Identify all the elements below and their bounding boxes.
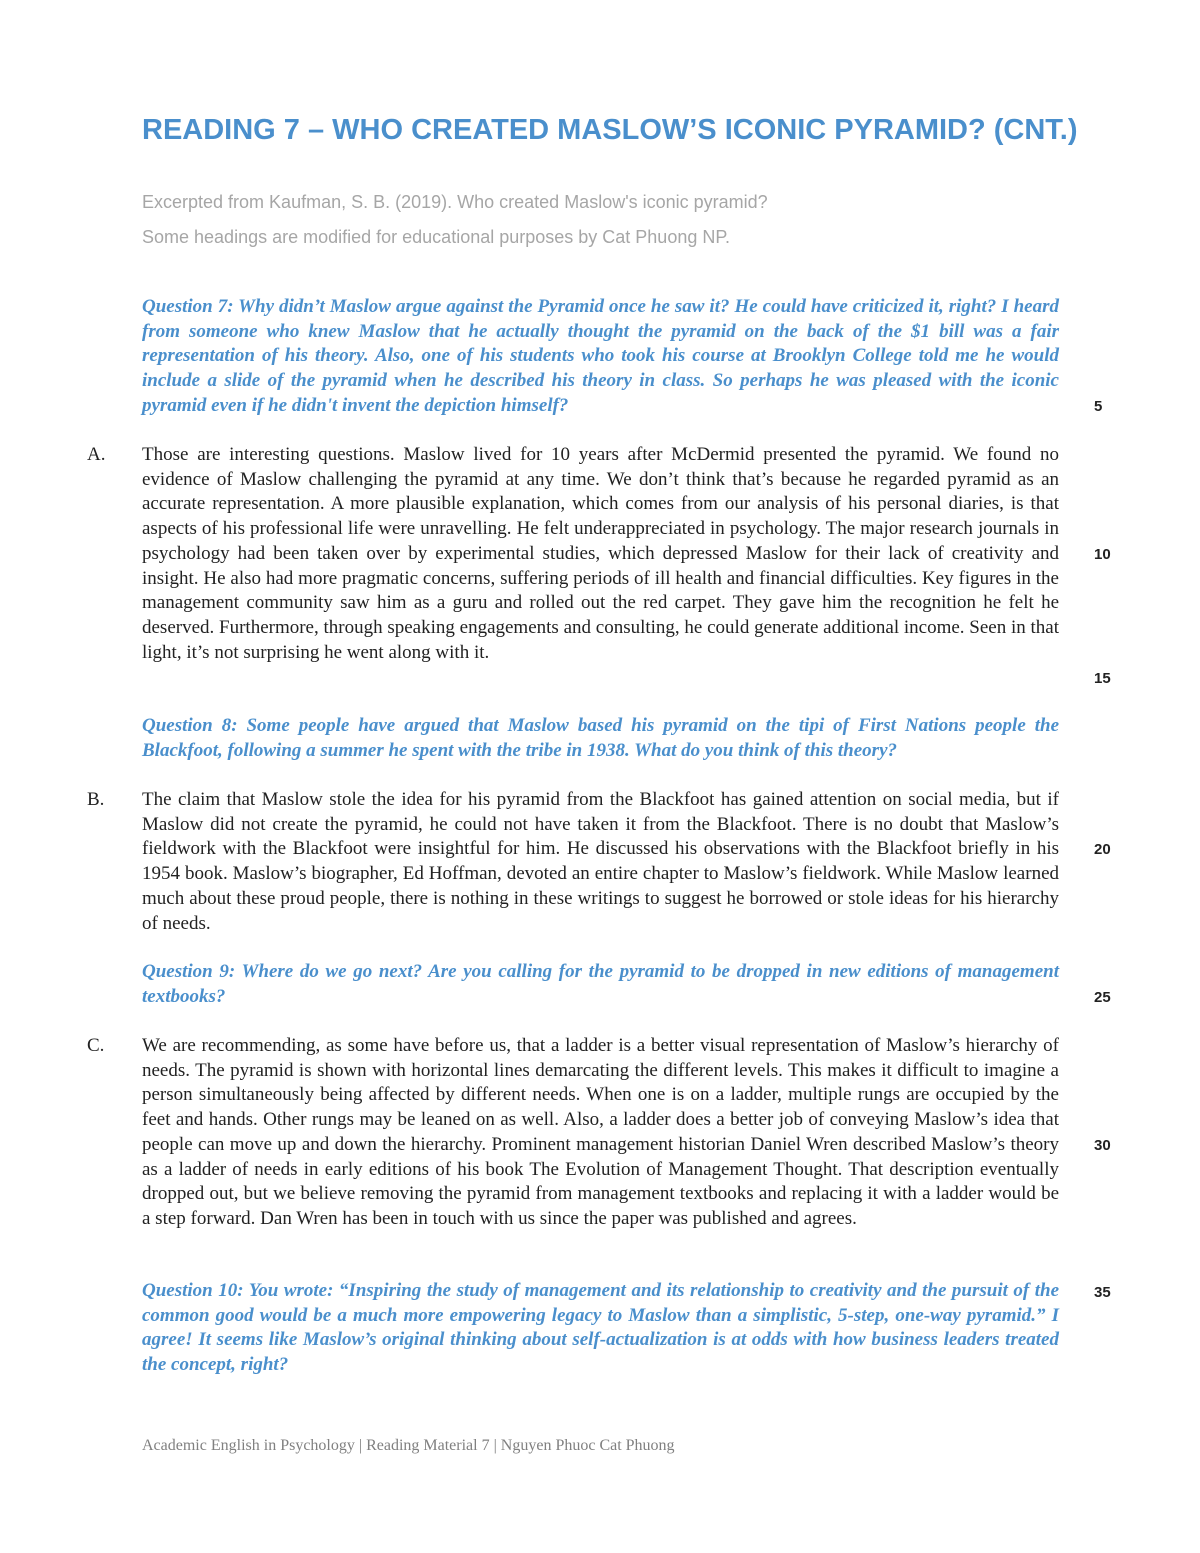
question-10: Question 10: You wrote: “Inspiring the study of management and its relationship to creativity and the pursuit of the common good would be a much more empowering legacy to Maslow than a simplistic, 5-step, one-way pyramid.” I agree! It seems like Maslow’s original thinking about self-actualization is at odds with how business leaders treated the concept, right? <box>142 1280 1059 1376</box>
page-footer: Academic English in Psychology | Reading Material 7 | Nguyen Phuoc Cat Phuong <box>142 1437 675 1454</box>
answer-label-a: A. <box>87 444 106 465</box>
question-8: Question 8: Some people have argued that Maslow based his pyramid on the tipi of First Nations people the Blackfoot, following a summer he spent with the tribe in 1938. What do you think of this theory? <box>142 715 1059 761</box>
answer-label-c: C. <box>87 1035 105 1056</box>
answer-label-b: B. <box>87 789 105 810</box>
line-number: 10 <box>1094 546 1111 563</box>
line-number: 5 <box>1094 398 1103 415</box>
edit-note: Some headings are modified for educational purposes by Cat Phuong NP. <box>142 227 731 247</box>
source-citation: Excerpted from Kaufman, S. B. (2019). Who created Maslow's iconic pyramid? <box>142 192 768 212</box>
answer-c: We are recommending, as some have before us, that a ladder is a better visual representation of Maslow’s hierarchy of needs. The pyramid is shown with horizontal lines demarcating the different levels. This makes it difficult to imagine a person simultaneously being affected by different needs. When one is on a ladder, multiple rungs are occupied by the feet and hands. Other rungs may be leaned on as well. Also, a ladder does a better job of conveying Maslow’s idea that people can move up and down the hierarchy. Prominent management historian Daniel Wren described Maslow’s theory as a ladder of needs in early editions of his book The Evolution of Management Thought. That description eventually dropped out, but we believe removing the pyramid from management textbooks and replacing it with a ladder would be a step forward. Dan Wren has been in touch with us since the paper was published and agrees. <box>142 1035 1059 1229</box>
line-number: 15 <box>1094 670 1111 687</box>
line-number: 25 <box>1094 989 1111 1006</box>
page-title: READING 7 – WHO CREATED MASLOW’S ICONIC PYRAMID? (CNT.) <box>142 114 1078 146</box>
answer-a: Those are interesting questions. Maslow lived for 10 years after McDermid presented the pyramid. We found no evidence of Maslow challenging the pyramid at any time. We don’t think that’s because he regarded pyramid as an accurate representation. A more plausible explanation, which comes from our analysis of his personal diaries, is that aspects of his professional life were unravelling. He felt underappreciated in psychology. The major research journals in psychology had been taken over by experimental studies, which depressed Maslow for their lack of creativity and insight. He also had more pragmatic concerns, suffering periods of ill health and financial difficulties. Key figures in the management community saw him as a guru and rolled out the red carpet. They gave him the recognition he felt he deserved. Furthermore, through speaking engagements and consulting, he could generate additional income. Seen in that light, it’s not surprising he went along with it. <box>142 444 1060 663</box>
line-number: 20 <box>1094 841 1111 858</box>
question-9: Question 9: Where do we go next? Are you calling for the pyramid to be dropped in new editions of management textbooks? <box>142 961 1059 1007</box>
answer-b: The claim that Maslow stole the idea for his pyramid from the Blackfoot has gained attention on social media, but if Maslow did not create the pyramid, he could not have taken it from the Blackfoot. There is no doubt that Maslow’s fieldwork with the Blackfoot were insightful for him. He discussed his observations with the Blackfoot briefly in his 1954 book. Maslow’s biographer, Ed Hoffman, devoted an entire chapter to Maslow’s fieldwork. While Maslow learned much about these proud people, there is nothing in these writings to suggest he borrowed or stole ideas for his hierarchy of needs. <box>142 789 1059 934</box>
line-number: 30 <box>1094 1137 1111 1154</box>
line-number: 35 <box>1094 1284 1111 1301</box>
question-7: Question 7: Why didn’t Maslow argue against the Pyramid once he saw it? He could have criticized it, right? I heard from someone who knew Maslow that he actually thought the pyramid on the back of the $1 bill was a fair representation of his theory. Also, one of his students who took his course at Brooklyn College told me he would include a slide of the pyramid when he described his theory in class. So perhaps he was pleased with the iconic pyramid even if he didn't invent the depiction himself? <box>142 296 1059 416</box>
